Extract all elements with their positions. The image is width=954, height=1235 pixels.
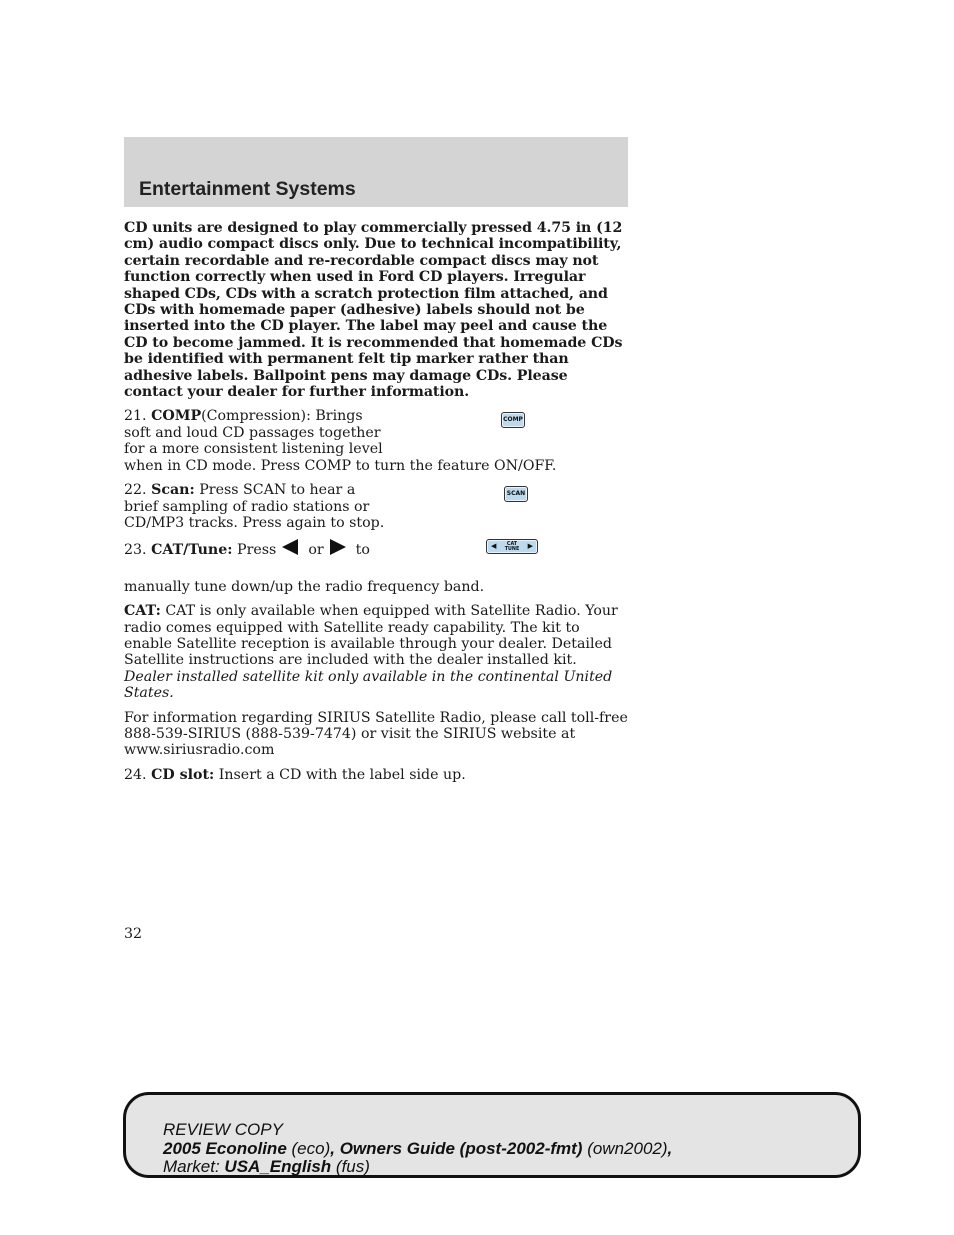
review-copy: REVIEW COPY <box>163 1120 283 1139</box>
scan-text-3: CD/MP3 tracks. Press again to stop. <box>124 514 385 531</box>
footer-market-code: (fus) <box>335 1157 370 1176</box>
scan-text-2: brief sampling of radio stations or <box>124 498 370 515</box>
cat-tune-icon-label <box>505 542 519 552</box>
comp-text-3: for a more consistent listening level <box>124 441 383 458</box>
cd-warning: CD units are designed to play commercially pressed 4.75 in (12 cm) audio compact discs only. Due to technical incompatibility, certain recordable and re-recordable compact discs may not function correctly when used in Ford CD players. Irregular shaped CDs, CDs with a scratch protection film attached, and CDs with homemade paper (adhesive) labels should not be inserted into the CD player. The label may peel and cause the CD to become jammed. It is recommended that homemade CDs be identified with permanent felt tip marker rather than adhesive labels. Ballpoint pens may damage CDs. Please contact your dealer for further information. <box>124 220 623 401</box>
comp-button-icon <box>501 412 525 428</box>
cat-tune-button-icon <box>486 539 538 554</box>
cdslot-text: Insert a CD with the label side up. <box>218 766 466 783</box>
sirius-info: For information regarding SIRIUS Satellite Radio, please call toll-free 888-539-SIRIUS (888-539-7474) or visit the SIRIUS website at www.siriusradio.com <box>124 709 628 759</box>
cat-note-italic: Dealer installed satellite kit only available in the continental United States. <box>124 668 613 702</box>
comp-text: (Compression): Brings <box>201 408 363 425</box>
footer-model-code: (eco) <box>291 1138 331 1158</box>
comp-icon-label: COMP <box>503 416 523 424</box>
comp-text-4: when in CD mode. Press COMP to turn the feature ON/OFF. <box>124 457 557 474</box>
page-number: 32 <box>124 926 143 942</box>
cat-note-label: CAT: <box>124 603 161 620</box>
footer-comma: , <box>667 1138 673 1158</box>
cattune-label: CAT/Tune: <box>151 542 233 559</box>
footer-market-label: Market: <box>163 1157 220 1176</box>
cattune-press: Press <box>237 542 277 559</box>
cattune-or: or <box>308 542 324 559</box>
review-footer <box>123 1092 861 1178</box>
left-arrow-icon <box>282 539 298 555</box>
comp-text-2: soft and loud CD passages together <box>124 424 381 441</box>
item-number: 22. <box>124 482 147 499</box>
footer-line-3 <box>163 1158 672 1177</box>
scan-icon-label: SCAN <box>506 490 526 498</box>
cattune-item <box>124 539 629 558</box>
scan-text: Press SCAN to hear a <box>199 482 356 499</box>
cat-note <box>124 603 629 701</box>
scan-button-icon <box>504 486 528 502</box>
spacer <box>124 559 629 579</box>
item-number: 23. <box>124 542 147 559</box>
cat-note-text: CAT is only available when equipped with Satellite Radio. Your radio comes equipped with Satellite ready capability. The kit to enable Satellite reception is available through your dealer. Detailed Satellite instructions are included with the dealer installed kit. <box>124 603 618 669</box>
scan-item <box>124 482 629 531</box>
cattune-to: to <box>355 542 370 559</box>
tune-icon-text: TUNE <box>504 546 520 552</box>
footer-text <box>163 1121 672 1177</box>
section-title: Entertainment Systems <box>139 178 356 200</box>
scan-label: Scan: <box>151 482 195 499</box>
left-triangle-icon: ◀ <box>491 542 497 551</box>
footer-guide: , Owners Guide (post-2002-fmt) <box>330 1138 583 1158</box>
footer-line-2 <box>163 1140 672 1159</box>
comp-label: COMP <box>151 408 202 425</box>
right-arrow-icon <box>330 539 346 555</box>
cdslot-item <box>124 767 629 783</box>
page-content <box>124 220 629 791</box>
cat-icon-text: CAT <box>506 541 518 547</box>
item-number: 24. <box>124 766 147 783</box>
footer-model: 2005 Econoline <box>163 1138 287 1158</box>
section-header <box>124 137 628 207</box>
comp-item <box>124 408 629 474</box>
right-triangle-icon: ▶ <box>527 542 533 551</box>
cattune-continuation: manually tune down/up the radio frequency band. <box>124 578 485 595</box>
cdslot-label: CD slot: <box>151 766 215 783</box>
item-number: 21. <box>124 408 147 425</box>
footer-market: USA_English <box>224 1157 332 1176</box>
footer-guide-code: (own2002) <box>587 1138 668 1158</box>
